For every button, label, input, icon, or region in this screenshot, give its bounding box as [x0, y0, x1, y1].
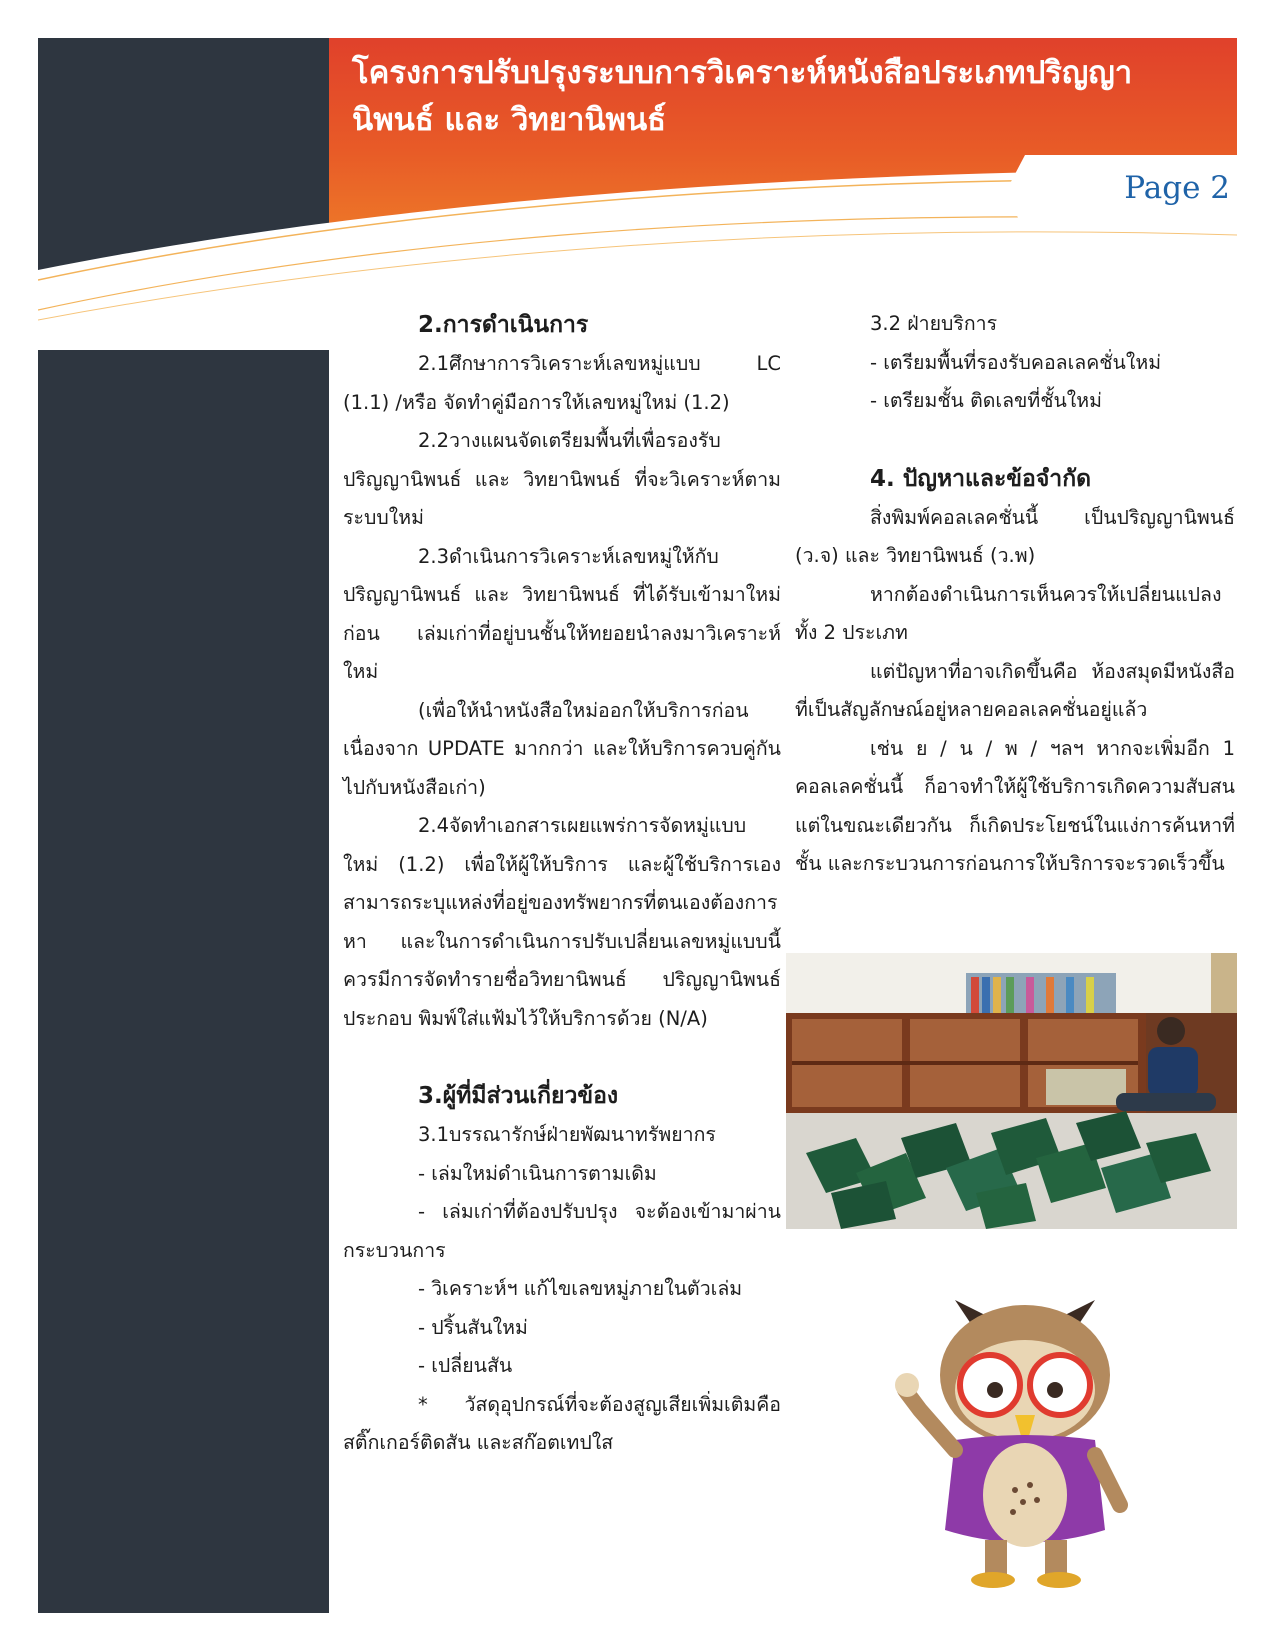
- section-4-paragraph: สิ่งพิมพ์คอลเลคชั่นนี้ เป็นปริญญานิพนธ์ (ว.จ) และ วิทยานิพนธ์ (ว.พ): [795, 505, 1235, 567]
- section-3-1-title: 3.1บรรณารักษ์ฝ่ายพัฒนาทรัพยากร: [418, 1123, 716, 1146]
- section-3-1-item: - เล่มใหม่ดำเนินการตามเดิม: [418, 1161, 657, 1185]
- section-4-paragraph: เช่น ย / น / พ / ฯลฯ หากจะเพิ่มอีก 1 คอลเลคชั่นนี้ ก็อาจทำให้ผู้ใช้บริการเกิดความสับสน แต่ในขณะเดียวกัน ก็เกิดประโยชน์ในแง่การค้นหาที่ชั้น และกระบวนการก่อนการให้บริการจะรวดเร็วขึ้น: [795, 736, 1235, 875]
- owl-mascot-illustration: [895, 1290, 1155, 1590]
- library-photo: [786, 953, 1237, 1229]
- left-text-column: [343, 305, 781, 1463]
- section-3-1-item: - เล่มเก่าที่ต้องปรับปรุง จะต้องเข้ามาผ่านกระบวนการ: [343, 1200, 781, 1262]
- section-3-2-item: - เตรียมชั้น ติดเลขที่ชั้นใหม่: [870, 389, 1103, 412]
- section-3-1-note: * วัสดุอุปกรณ์ที่จะต้องสูญเสียเพิ่มเติมคือ สติ๊กเกอร์ติดสัน และสก๊อตเทปใส: [343, 1392, 781, 1454]
- section-3-1-item: - วิเคราะห์ฯ แก้ไขเลขหมู่ภายในตัวเล่ม: [418, 1277, 743, 1300]
- section-2-4-paragraph: 2.4จัดทำเอกสารเผยแพร่การจัดหมู่แบบใหม่ (1.2) เพื่อให้ผู้ให้บริการ และผู้ใช้บริการเองสามารถระบุแหล่งที่อยู่ของทรัพยากรที่ตนเองต้องการหา และในการดำเนินการปรับเปลี่ยนเลขหมู่แบบนี้ ควรมีการจัดทำรายชื่อวิทยานิพนธ์ ปริญญานิพนธ์ประกอบ พิมพ์ใส่แฟ้มไว้ให้บริการด้วย (N/A): [343, 814, 781, 1030]
- right-text-column: [795, 305, 1235, 884]
- section-3-heading: 3.ผู้ที่มีส่วนเกี่ยวข้อง: [418, 1083, 619, 1109]
- page-number-label: Page 2: [1124, 170, 1230, 206]
- section-2-3-note: (เพื่อให้นำหนังสือใหม่ออกให้บริการก่อน เนื่องจาก UPDATE มากกว่า และให้บริการควบคู่กันไปกับหนังสือเก่า): [343, 698, 781, 799]
- section-3-1-item: - ปริ้นสันใหม่: [418, 1315, 528, 1339]
- document-title: โครงการปรับปรุงระบบการวิเคราะห์หนังสือประเภทปริญญานิพนธ์ และ วิทยานิพนธ์: [352, 55, 1133, 138]
- section-2-1-paragraph: 2.1ศึกษาการวิเคราะห์เลขหมู่แบบ LC (1.1) /หรือ จัดทำคู่มือการให้เลขหมู่ใหม่ (1.2): [343, 352, 781, 414]
- section-3-2-title: 3.2 ฝ่ายบริการ: [870, 312, 998, 335]
- section-2-heading: 2.การดำเนินการ: [418, 312, 589, 338]
- section-4-paragraph: หากต้องดำเนินการเห็นควรให้เปลี่ยนแปลงทั้ง 2 ประเภท: [795, 582, 1222, 644]
- section-3-1-item: - เปลี่ยนสัน: [418, 1354, 513, 1377]
- section-2-2-paragraph: 2.2วางแผนจัดเตรียมพื้นที่เพื่อรองรับปริญญานิพนธ์ และ วิทยานิพนธ์ ที่จะวิเคราะห์ตามระบบใหม่: [343, 429, 781, 529]
- section-2-3-paragraph: 2.3ดำเนินการวิเคราะห์เลขหมู่ให้กับปริญญานิพนธ์ และ วิทยานิพนธ์ ที่ได้รับเข้ามาใหม่ก่อน เล่มเก่าที่อยู่บนชั้นให้ทยอยนำลงมาวิเคราะห์ใหม่: [343, 544, 781, 683]
- section-4-heading: 4. ปัญหาและข้อจำกัด: [870, 465, 1092, 492]
- section-3-2-item: - เตรียมพื้นที่รองรับคอลเลคชั่นใหม่: [870, 350, 1162, 374]
- section-4-paragraph: แต่ปัญหาที่อาจเกิดขึ้นคือ ห้องสมุดมีหนังสือที่เป็นสัญลักษณ์อยู่หลายคอลเลคชั่นอยู่แล้ว: [795, 659, 1235, 721]
